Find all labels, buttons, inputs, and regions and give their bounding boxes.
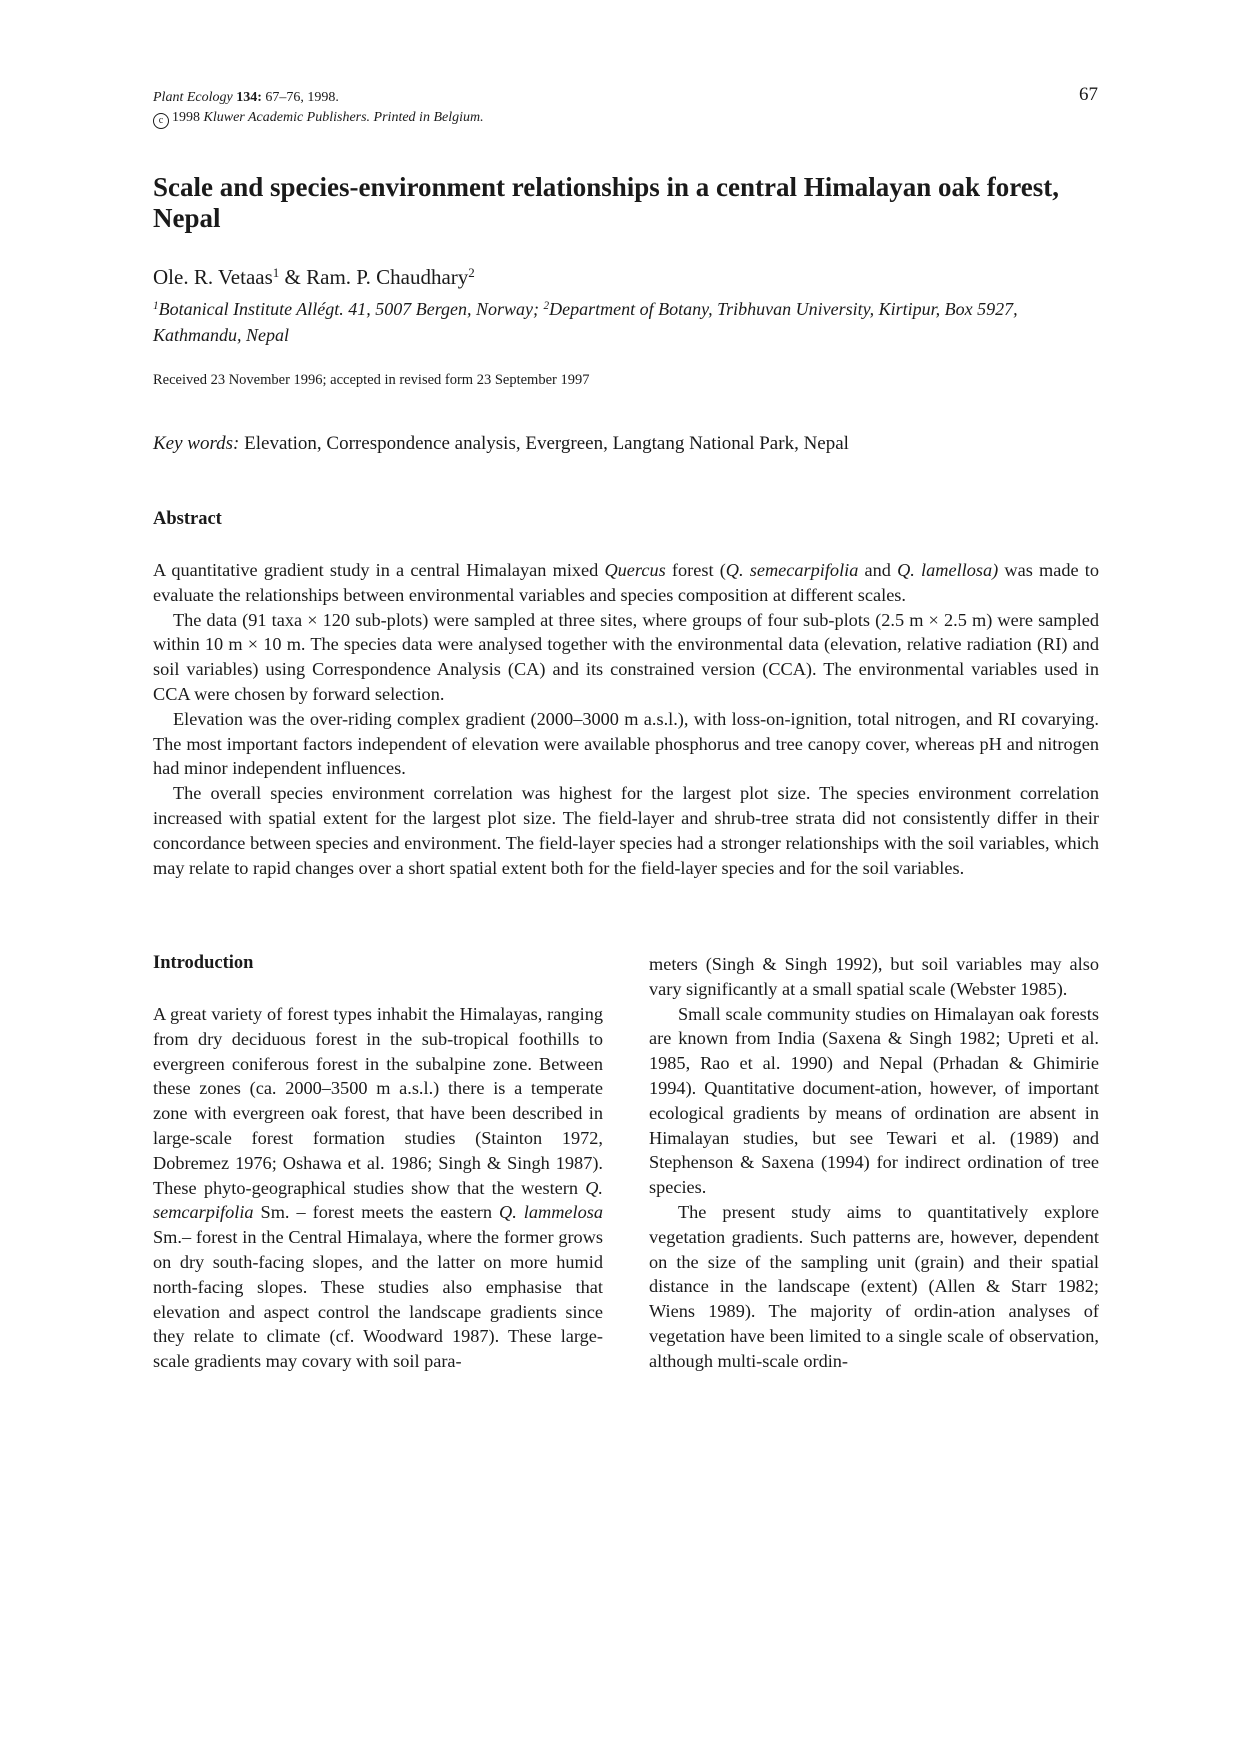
journal-volume: 134: — [236, 90, 262, 105]
abstract-heading: Abstract — [153, 509, 222, 529]
author-separator: & — [279, 265, 307, 289]
page-number: 67 — [1079, 84, 1098, 105]
author-2: Ram. P. Chaudhary — [306, 265, 469, 289]
keywords-text: Elevation, Correspondence analysis, Evergreen, Langtang National Park, Nepal — [239, 433, 849, 454]
journal-pages-year: 67–76, 1998. — [265, 90, 339, 105]
text-run: forest ( — [665, 560, 726, 580]
abstract-paragraph-4: The overall species environment correlation was highest for the largest plot size. The species environment correlation increased with spatial extent for the largest plot size. The field-layer and shrub-tree strata did not consistently differ in their concordance between species and environment. The field-layer species had a stronger relationships with the soil variables, which may relate to rapid changes over a short spatial extent both for the field-layer species and for the soil variables. — [153, 783, 1099, 878]
abstract-paragraph-1 — [153, 558, 1099, 608]
affiliation-1-sup: 1 — [153, 299, 159, 312]
abstract-paragraph-3: Elevation was the over-riding complex gradient (2000–3000 m a.s.l.), with loss-on-ignition, total nitrogen, and RI covarying. The most important factors independent of elevation were available phosphorus and tree canopy cover, whereas pH and nitrogen had minor independent influences. — [153, 708, 1099, 779]
taxon-name: Quercus — [604, 560, 666, 580]
author-2-sup: 2 — [468, 264, 475, 280]
publisher: Kluwer Academic Publishers. Printed in Belgium. — [203, 110, 484, 125]
text-run: and — [858, 560, 898, 580]
copyright-line — [153, 108, 484, 129]
intro-paragraph-3: The present study aims to quantitatively explore vegetation gradients. Such patterns are, however, dependent on the size of the sampling unit (grain) and their spatial distance in the landscape (extent) (Allen & Starr 1982; Wiens 1989). The majority of ordin-ation analyses of vegetation have been limited to a single scale of observation, although multi-scale ordin- — [649, 1201, 1099, 1371]
keywords — [153, 433, 849, 455]
taxon-name: Q. lamellosa) — [897, 560, 999, 580]
abstract-paragraph-2: The data (91 taxa × 120 sub-plots) were sampled at three sites, where groups of four sub-plots (2.5 m × 2.5 m) were sampled within 10 m × 10 m. The species data were analysed together with the environmental data (elevation, relative radiation (RI) and soil variables) using Correspondence Analysis (CA) and its constrained version (CCA). The environmental variables used in CCA were chosen by forward selection. — [153, 609, 1099, 704]
author-1-sup: 1 — [272, 264, 280, 280]
intro-paragraph-2: Small scale community studies on Himalayan oak forests are known from India (Saxena & Singh 1982; Upreti et al. 1985, Rao et al. 1990) and Nepal (Prhadan & Ghimirie 1994). Quantitative document-ation, however, of important ecological gradients by means of ordination are absent in Himalayan studies, but see Tewari et al. (1989) and Stephenson & Saxena (1994) for indirect ordination of tree species. — [649, 1003, 1099, 1198]
taxon-name: Q. lammelosa — [499, 1202, 603, 1223]
text-run: Sm.– forest in the Central Himalaya, where the former grows on dry south-facing slopes, and the latter on more humid north-facing slopes. These studies also emphasise that elevation and aspect control the landscape gradients since they relate to climate (cf. Woodward 1987). These large-scale gradients may covary with soil para- — [153, 1227, 603, 1372]
affiliation-2: Department of Botany, Tribhuvan University, Kirtipur, Box 5927, Kathmandu, Nepal — [153, 299, 1018, 345]
text-run: Sm. – forest meets the eastern — [253, 1202, 499, 1223]
citation-line — [153, 88, 484, 108]
text-run: was made to evaluate the relationships between environmental variables and species composition at different scales. — [153, 560, 1099, 605]
author-1: Ole. R. Vetaas — [153, 265, 273, 289]
copyright-year: 1998 — [172, 110, 200, 125]
introduction-heading: Introduction — [153, 953, 254, 973]
text-run: A great variety of forest types inhabit the Himalayas, ranging from dry deciduous forest in the sub-tropical foothills to evergreen coniferous forest in the subalpine zone. Between these zones (ca. 2000–3500 m a.s.l.) there is a temperate zone with evergreen oak forest, that have been described in large-scale forest formation studies (Stainton 1972, Dobremez 1976; Oshawa et al. 1986; Singh & Singh 1987). These phyto-geographical studies show that the western — [153, 1004, 603, 1198]
intro-paragraph-1-cont: meters (Singh & Singh 1992), but soil variables may also vary significantly at a small spatial scale (Webster 1985). — [649, 954, 1099, 999]
running-header — [153, 88, 484, 129]
right-column — [649, 952, 1099, 1374]
affiliation-2-sup: 2 — [543, 299, 550, 312]
taxon-name: Q. semcarpifolia — [153, 1177, 603, 1223]
keywords-label: Key words: — [153, 433, 240, 454]
abstract-body — [153, 558, 1099, 880]
intro-paragraph-1 — [153, 1002, 603, 1374]
taxon-name: Q. semecarpifolia — [725, 560, 859, 580]
text-run: A quantitative gradient study in a central Himalayan mixed — [153, 560, 605, 580]
author-line — [153, 265, 475, 290]
copyright-icon: c — [153, 113, 169, 129]
left-column — [153, 1002, 603, 1374]
affiliation-1: Botanical Institute Allégt. 41, 5007 Bergen, Norway; — [158, 299, 544, 319]
received-dates: Received 23 November 1996; accepted in revised form 23 September 1997 — [153, 372, 590, 388]
journal-name: Plant Ecology — [153, 90, 233, 105]
affiliations — [153, 296, 1093, 348]
article-title: Scale and species-environment relationships in a central Himalayan oak forest, Nepal — [153, 172, 1060, 233]
